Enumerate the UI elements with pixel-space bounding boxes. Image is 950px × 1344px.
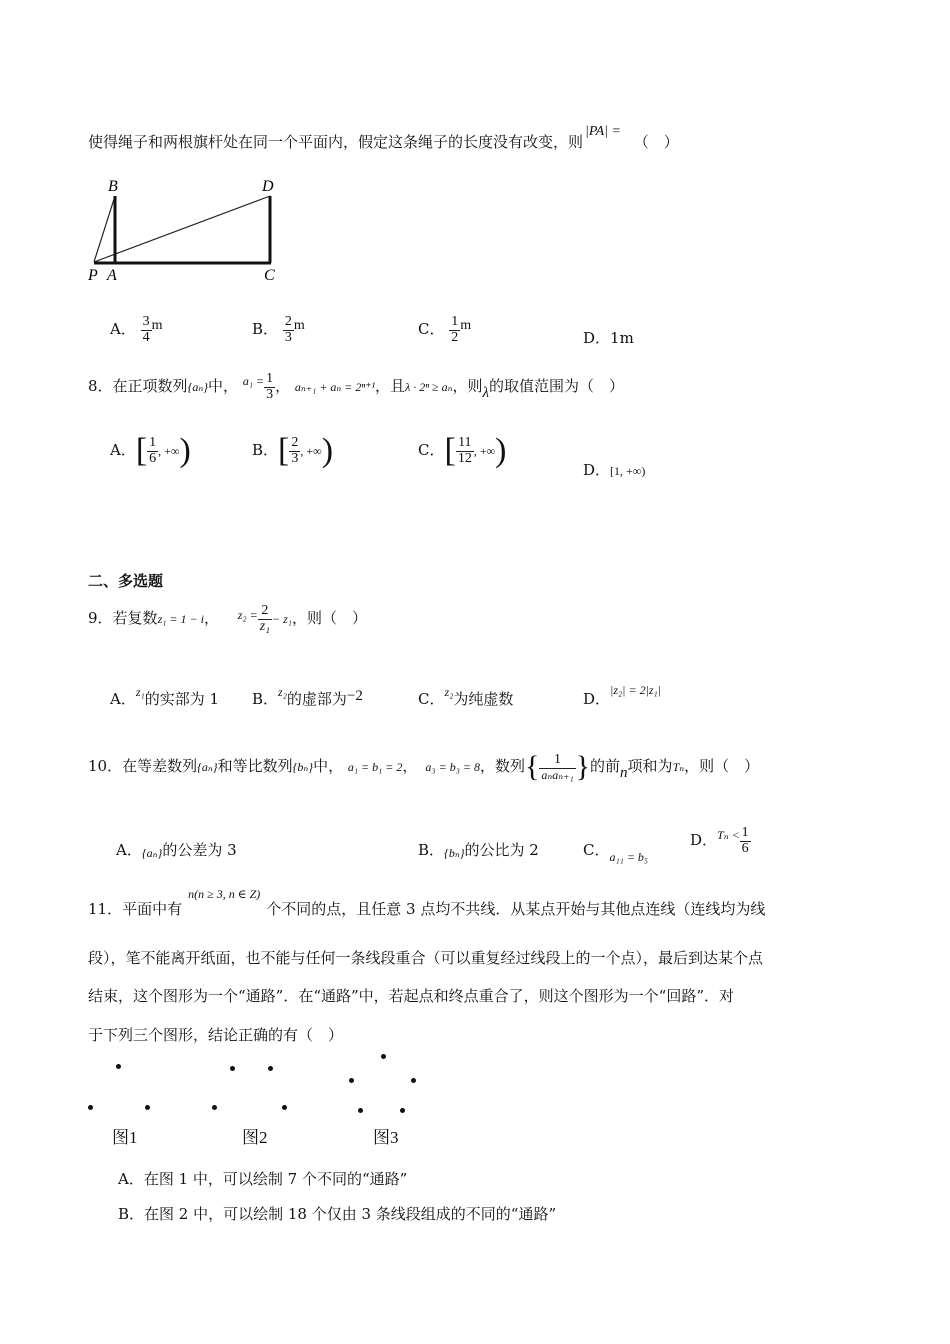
q8-option-d[interactable] — [583, 459, 645, 480]
fraction — [740, 826, 751, 856]
q7-stem — [88, 124, 679, 152]
q11-line2: 段），笔不能离开纸面，也不能与任何一条线段重合（可以重复经过线段上的一个点），最后到达某个点 — [88, 949, 764, 967]
numerator: 11 — [456, 436, 474, 452]
interval-tail: , +∞ — [473, 444, 496, 458]
point — [145, 1105, 150, 1110]
numerator: 1 — [149, 434, 157, 450]
rope-pb — [94, 196, 115, 262]
rope-pd — [94, 196, 270, 262]
q11-option-a[interactable]: A．在图 1 中，可以绘制 7 个不同的“通路” — [118, 1170, 408, 1188]
math-z1: z₁ = 1 − i — [157, 612, 204, 627]
option-letter: A． — [110, 441, 136, 459]
stem-text: 中， — [208, 377, 239, 396]
fraction — [141, 315, 152, 345]
math-lambda: λ — [482, 385, 490, 402]
stem-text: 和等比数列 — [217, 757, 293, 775]
left-bracket: [ — [444, 432, 456, 469]
denominator: 3 — [291, 450, 299, 466]
stem-text: ，则 — [452, 377, 483, 396]
math-recurrence: aₙ₊₁ + aₙ = 2ⁿ⁺¹ — [294, 380, 376, 395]
stem-text: 个不同的点，且任意 3 点均不共线．从某点开始与其他点连线（连线均为线 — [266, 900, 766, 918]
option-text: 的虚部为 — [286, 690, 347, 708]
denominator: z₁ — [259, 618, 271, 634]
section-title: 二、多选题 — [88, 573, 164, 590]
q7-option-d[interactable] — [583, 327, 634, 348]
option-math: z₂ — [444, 685, 454, 699]
denominator: 6 — [149, 450, 157, 466]
option-letter: A． — [116, 841, 142, 859]
stem-text: 在正项数列 — [112, 377, 188, 396]
q7-option-a[interactable] — [110, 315, 163, 345]
left-brace: { — [524, 750, 540, 783]
punct: ， — [203, 609, 219, 628]
punct: ， — [402, 757, 418, 775]
question-number: 9． — [88, 609, 113, 628]
option-letter: C． — [583, 841, 610, 859]
denominator: 4 — [142, 329, 150, 345]
option-text: 为纯虚数 — [453, 690, 514, 708]
q9-stem — [88, 604, 367, 634]
numerator: 1 — [741, 825, 749, 840]
q9-option-c[interactable] — [418, 685, 514, 709]
option-letter: C． — [418, 320, 445, 339]
math-cond1: a₁ = b₁ = 2 — [347, 760, 403, 774]
left-bracket: [ — [278, 432, 290, 469]
interval-tail: , +∞ — [158, 444, 180, 458]
label-p: P — [88, 267, 98, 284]
q11-option-b[interactable]: B．在图 2 中，可以绘制 18 个仅由 3 条线段组成的不同的“通路” — [118, 1205, 557, 1223]
option-letter: D． — [583, 690, 611, 708]
stem-text: 中， — [313, 757, 344, 775]
q10-option-a[interactable] — [116, 839, 237, 860]
q11-line3: 结束，这个图形为一个“通路”．在“通路”中，若起点和终点重合了，则这个图形为一个“回路”．对 — [88, 987, 735, 1005]
stem-text: ，且 — [375, 377, 406, 396]
question-number: 10． — [88, 757, 123, 775]
option-text: [1, +∞) — [610, 464, 646, 478]
caption-figure-2: 图2 — [242, 1128, 268, 1147]
q10-option-b[interactable] — [418, 839, 539, 860]
punct: ， — [275, 377, 291, 396]
math-tn: Tₙ — [672, 760, 685, 774]
q10-option-d[interactable] — [690, 826, 751, 856]
math-seq-b: {bₙ} — [292, 760, 314, 774]
unit: m — [293, 318, 305, 334]
option-letter: B． — [252, 441, 279, 459]
right-paren: ) — [495, 432, 507, 469]
unit: m — [151, 318, 163, 334]
point — [230, 1066, 235, 1071]
fraction — [449, 315, 460, 345]
option-math: |z₂| = 2|z₁| — [610, 683, 662, 697]
denominator: 12 — [457, 450, 472, 466]
point — [349, 1078, 354, 1083]
math-z2: z₂ = — [237, 608, 258, 623]
q8-option-a[interactable] — [110, 432, 191, 470]
fraction — [264, 372, 275, 402]
fraction — [147, 436, 158, 466]
stem-text: ，则（ ） — [291, 609, 367, 628]
point — [400, 1108, 405, 1113]
q10-stem — [88, 750, 759, 784]
option-letter: A． — [110, 320, 136, 339]
right-brace: } — [575, 750, 591, 783]
label-a: A — [107, 267, 117, 284]
q8-option-b[interactable] — [252, 432, 333, 470]
point — [411, 1078, 416, 1083]
q7-figure — [84, 176, 294, 286]
q9-option-b[interactable] — [252, 685, 363, 709]
fraction — [258, 604, 272, 634]
point — [88, 1105, 93, 1110]
q11-line4: 于下列三个图形，结论正确的有（ ） — [88, 1026, 344, 1044]
q7-option-b[interactable] — [252, 315, 305, 345]
math-n: n — [620, 765, 628, 781]
label-b: B — [108, 178, 118, 195]
option-letter: C． — [418, 441, 445, 459]
math-seq-a: {aₙ} — [197, 760, 218, 774]
point — [358, 1108, 363, 1113]
q7-option-c[interactable] — [418, 315, 471, 345]
caption-figure-1: 图1 — [112, 1128, 138, 1147]
fraction — [289, 436, 300, 466]
denominator: 3 — [266, 386, 274, 402]
interval-tail: , +∞ — [300, 444, 322, 458]
numerator: 3 — [142, 314, 150, 329]
math-seq: {aₙ} — [187, 380, 209, 395]
numerator: 2 — [291, 434, 299, 450]
option-math: Tₙ < — [717, 828, 740, 843]
math-condition: λ · 2ⁿ ≥ aₙ — [405, 380, 453, 395]
q10-option-c[interactable] — [583, 839, 649, 864]
q7-abs-expr: |PA| = — [585, 124, 621, 139]
numerator: 2 — [258, 604, 272, 620]
option-math: −2 — [346, 688, 363, 704]
right-paren: ) — [321, 432, 334, 469]
stem-text: 若复数 — [112, 609, 158, 628]
numerator: 2 — [284, 314, 292, 329]
stem-text: ，则（ ） — [684, 757, 760, 775]
math-a1: a₁ = — [242, 374, 265, 389]
q7-paren: （ ） — [633, 133, 679, 151]
option-letter: B． — [418, 841, 445, 859]
option-text: 的实部为 1 — [144, 690, 219, 708]
question-number: 8． — [88, 377, 113, 396]
option-math: {aₙ} — [141, 846, 163, 860]
caption-figure-3: 图3 — [373, 1128, 399, 1147]
label-d: D — [262, 178, 274, 195]
right-paren: ) — [179, 432, 191, 469]
numerator: 1 — [539, 753, 575, 769]
label-c: C — [264, 267, 275, 284]
point — [116, 1064, 121, 1069]
math-z2-tail: − z₁ — [272, 612, 292, 627]
stem-text: 平面中有 — [122, 900, 183, 918]
numerator: 1 — [451, 314, 459, 329]
stem-text: 在等差数列 — [122, 757, 198, 775]
option-math: {bₙ} — [444, 846, 465, 860]
stem-text: 项和为 — [627, 757, 673, 775]
option-math: z₁ — [135, 685, 145, 699]
point — [282, 1105, 287, 1110]
math-condition: n(n ≥ 3, n ∈ Z) — [188, 887, 261, 901]
stem-text: ，数列 — [479, 757, 525, 775]
option-letter: A． — [110, 690, 136, 708]
question-number: 11． — [88, 900, 123, 918]
q8-option-c[interactable] — [418, 432, 506, 470]
option-math: a₁₁ = b₅ — [609, 850, 649, 864]
option-letter: B． — [252, 690, 279, 708]
math-cond2: a₃ = b₃ = 8 — [425, 760, 480, 774]
point — [212, 1105, 217, 1110]
denominator: 6 — [741, 840, 749, 856]
stem-text: 的取值范围为（ ） — [489, 377, 625, 396]
q8-stem — [88, 372, 624, 402]
option-letter: B． — [252, 320, 279, 339]
fraction — [539, 753, 575, 781]
option-text: 的公差为 3 — [162, 841, 237, 859]
point — [268, 1066, 273, 1071]
denominator: aₙaₙ₊₁ — [541, 767, 574, 782]
stem-text: 的前 — [590, 757, 621, 775]
q7-stem-text: 使得绳子和两根旗杆处在同一个平面内，假定这条绳子的长度没有改变，则 — [88, 133, 584, 151]
left-bracket: [ — [135, 432, 148, 469]
denominator: 3 — [284, 329, 292, 345]
numerator: 1 — [266, 371, 274, 386]
option-letter: C． — [418, 690, 445, 708]
option-text: 1m — [610, 329, 634, 347]
option-letter: D． — [583, 329, 611, 347]
point — [381, 1054, 386, 1059]
fraction — [456, 436, 474, 466]
q9-option-d[interactable] — [583, 683, 662, 709]
option-letter: D． — [583, 461, 611, 479]
option-math: z₂ — [278, 685, 287, 699]
option-letter: D． — [690, 831, 718, 850]
fraction — [283, 315, 294, 345]
q9-option-a[interactable] — [110, 685, 219, 709]
unit: m — [460, 318, 472, 334]
denominator: 2 — [451, 329, 459, 345]
option-text: 的公比为 2 — [464, 841, 539, 859]
